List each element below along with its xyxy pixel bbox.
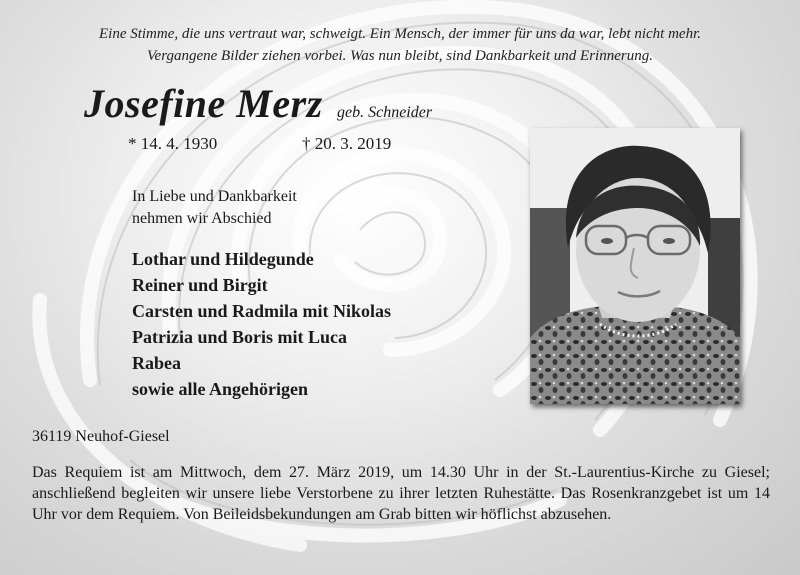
quote-line-2: Vergangene Bilder ziehen vorbei. Was nun bleibt, sind Dankbarkeit und Erinnerung. [147, 48, 653, 64]
farewell-line-1: In Liebe und Dankbarkeit [132, 188, 297, 205]
mourner-entry: Carsten und Radmila mit Nikolas [132, 301, 392, 321]
farewell-intro [132, 186, 297, 230]
deceased-name: Josefine Merz [84, 81, 323, 126]
mourner-entry: Patrizia und Boris mit Luca [132, 327, 347, 347]
mourner-entry: sowie alle Angehörigen [132, 379, 308, 399]
mourner-entry: Reiner und Birgit [132, 275, 268, 295]
death-date: † 20. 3. 2019 [302, 134, 392, 153]
mourner-entry: Rabea [132, 353, 181, 373]
mourners-list [132, 246, 391, 402]
quote-line-1: Eine Stimme, die uns vertraut war, schweigt. Ein Mensch, der immer für uns da war, lebt nicht mehr. [98, 26, 702, 42]
birth-name: geb. Schneider [337, 104, 433, 121]
location: 36119 Neuhof-Giesel [32, 428, 170, 445]
birth-date: * 14. 4. 1930 [128, 134, 218, 153]
mourner-entry: Lothar und Hildegunde [132, 249, 314, 269]
portrait-image [530, 128, 740, 404]
portrait-photo [530, 128, 740, 404]
service-information: Das Requiem ist am Mittwoch, dem 27. März 2019, um 14.30 Uhr in der St.-Laurentius-Kirche zu Giesel; anschließend begleiten wir unsere liebe Verstorbene zu ihrer letzten Ruhestätte. Das Rosenkranzgebet ist um 14 Uhr vor dem Requiem. Von Beileidsbekundungen am Grab bitten wir höflichst abzusehen. [32, 464, 770, 523]
farewell-line-2: nehmen wir Abschied [132, 210, 272, 227]
